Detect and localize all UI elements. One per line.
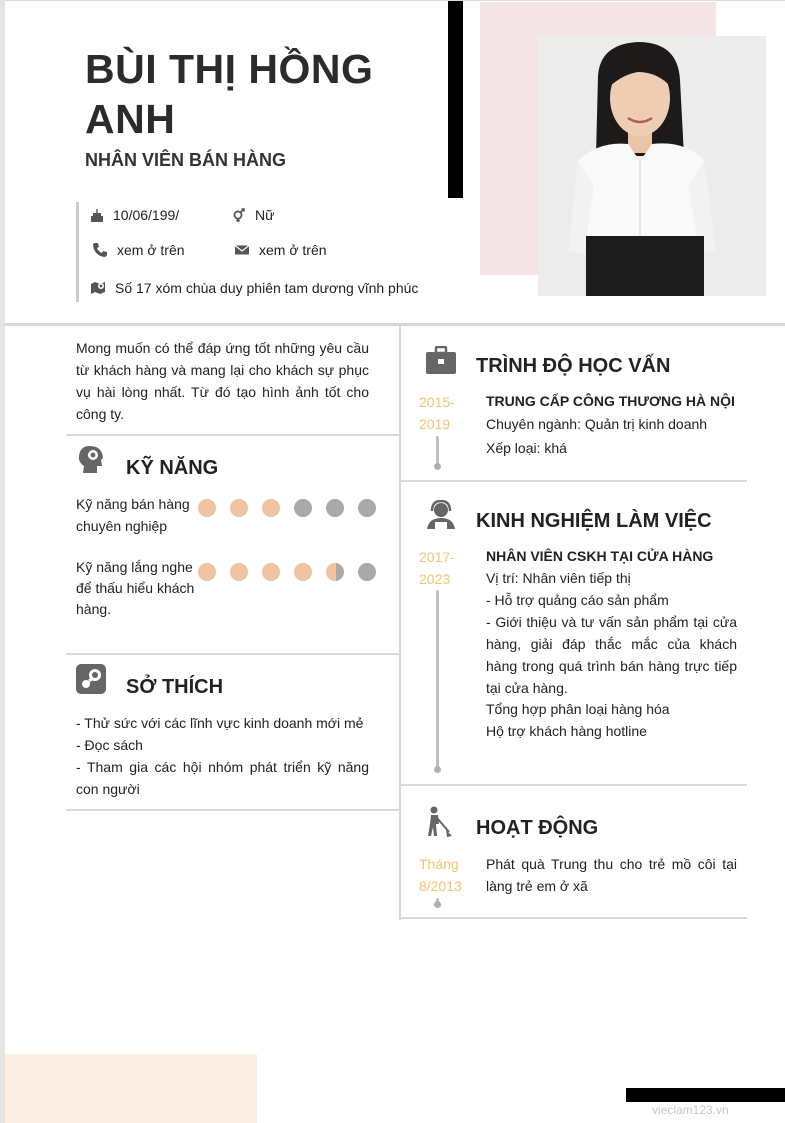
hobby-steam-icon bbox=[76, 664, 106, 694]
education-title: TRÌNH ĐỘ HỌC VẤN bbox=[476, 355, 671, 377]
timeline-line bbox=[436, 436, 439, 466]
section-divider bbox=[66, 653, 400, 655]
head-skills-icon bbox=[76, 444, 106, 474]
timeline-dot bbox=[434, 766, 441, 773]
hobby-item: - Đọc sách bbox=[76, 737, 143, 753]
briefcase-icon bbox=[425, 346, 457, 376]
section-divider bbox=[66, 434, 400, 436]
experience-line: Vị trí: Nhân viên tiếp thị bbox=[486, 570, 631, 586]
page-top-border bbox=[0, 0, 785, 1]
experience-line: - Giới thiệu và tư vấn sản phẩm tại cửa hàng, giải đáp thắc mắc của khách hàng trong quá trình bán hàng trực tiếp tại cửa hàng. bbox=[486, 614, 737, 696]
dob-value: 10/06/199/ bbox=[113, 207, 180, 223]
skill-rating-dot bbox=[262, 499, 280, 517]
gender-row bbox=[231, 207, 274, 223]
address-row bbox=[89, 280, 418, 296]
skill-rating-1 bbox=[198, 499, 378, 517]
section-divider bbox=[401, 784, 747, 786]
experience-year: 2017-2023 bbox=[419, 549, 455, 587]
skill-rating-dot bbox=[230, 563, 248, 581]
phone-icon bbox=[91, 242, 109, 258]
experience-line: Hộ trợ khách hàng hotline bbox=[486, 723, 647, 739]
support-agent-icon bbox=[425, 500, 457, 530]
section-divider bbox=[401, 917, 747, 919]
activity-description: Phát quà Trung thu cho trẻ mồ côi tại làng trẻ em ở xã bbox=[486, 856, 737, 894]
email-icon bbox=[233, 242, 251, 258]
address-value: Số 17 xóm chùa duy phiên tam dương vĩnh phúc bbox=[115, 280, 419, 296]
hobby-item: - Thử sức với các lĩnh vực kinh doanh mới mẻ bbox=[76, 715, 364, 731]
skills-title: KỸ NĂNG bbox=[126, 457, 219, 479]
black-decor-bar bbox=[448, 1, 463, 198]
career-objective: Mong muốn có thể đáp ứng tốt những yêu cầu từ khách hàng và mang lại cho khách sự phục vụ hài lòng nhất. Từ đó tạo hình ảnh tốt cho công ty. bbox=[76, 340, 369, 422]
timeline-dot bbox=[434, 463, 441, 470]
timeline-dot bbox=[434, 901, 441, 908]
education-major: Chuyên ngành: Quản trị kinh doanh bbox=[486, 416, 708, 432]
skill-rating-dot bbox=[198, 499, 216, 517]
map-location-icon bbox=[89, 280, 107, 296]
info-divider bbox=[76, 202, 79, 302]
gender-value: Nữ bbox=[255, 207, 275, 223]
education-year: 2015-2019 bbox=[419, 394, 455, 432]
skill-rating-dot bbox=[262, 563, 280, 581]
skill-rating-dot bbox=[358, 563, 376, 581]
experience-line: Tổng hợp phân loại hàng hóa bbox=[486, 701, 670, 717]
hobbies-title: SỞ THÍCH bbox=[126, 676, 224, 698]
peach-decor-block bbox=[5, 1054, 257, 1123]
activity-date: Tháng 8/2013 bbox=[419, 856, 462, 894]
dob-row bbox=[89, 207, 179, 223]
hobby-item: - Tham gia các hội nhóm phát triển kỹ năng con người bbox=[76, 759, 369, 797]
skill-rating-dot bbox=[294, 563, 312, 581]
header-divider bbox=[5, 323, 785, 326]
job-title: NHÂN VIÊN BÁN HÀNG bbox=[85, 150, 287, 170]
phone-value: xem ở trên bbox=[117, 242, 185, 258]
section-divider bbox=[401, 480, 747, 482]
email-value: xem ở trên bbox=[259, 242, 327, 258]
watermark: vieclam123.vn bbox=[652, 1103, 729, 1117]
skill-label-2: Kỹ năng lắng nghe để thấu hiểu khách hàng. bbox=[76, 559, 195, 617]
skill-label-1: Kỹ năng bán hàng chuyên nghiệp bbox=[76, 496, 190, 534]
person-illustration bbox=[538, 36, 766, 296]
experience-line: - Hỗ trợ quảng cáo sản phẩm bbox=[486, 592, 669, 608]
birthday-cake-icon bbox=[89, 207, 105, 223]
column-divider bbox=[399, 326, 401, 920]
timeline-line bbox=[436, 590, 439, 768]
section-divider bbox=[66, 809, 400, 811]
phone-row bbox=[91, 242, 185, 258]
skill-rating-dot bbox=[326, 563, 344, 581]
activities-title: HOẠT ĐỘNG bbox=[476, 817, 599, 839]
skill-rating-dot bbox=[230, 499, 248, 517]
candidate-name: BÙI THỊ HỒNG ANH bbox=[85, 46, 374, 142]
volunteer-worker-icon bbox=[425, 806, 453, 838]
skill-rating-dot bbox=[358, 499, 376, 517]
skill-rating-dot bbox=[326, 499, 344, 517]
black-footer-bar bbox=[626, 1088, 785, 1102]
page-left-border bbox=[0, 0, 5, 1123]
profile-photo bbox=[538, 36, 766, 296]
skill-rating-dot bbox=[198, 563, 216, 581]
gender-icon bbox=[231, 207, 247, 223]
school-name: TRUNG CẤP CÔNG THƯƠNG HÀ NỘI bbox=[486, 393, 735, 409]
education-grade: Xếp loại: khá bbox=[486, 440, 567, 456]
experience-title: KINH NGHIỆM LÀM VIỆC bbox=[476, 510, 712, 532]
skill-rating-dot bbox=[294, 499, 312, 517]
email-row bbox=[233, 242, 327, 258]
skill-rating-2 bbox=[198, 563, 378, 581]
experience-role: NHÂN VIÊN CSKH TẠI CỬA HÀNG bbox=[486, 548, 714, 564]
